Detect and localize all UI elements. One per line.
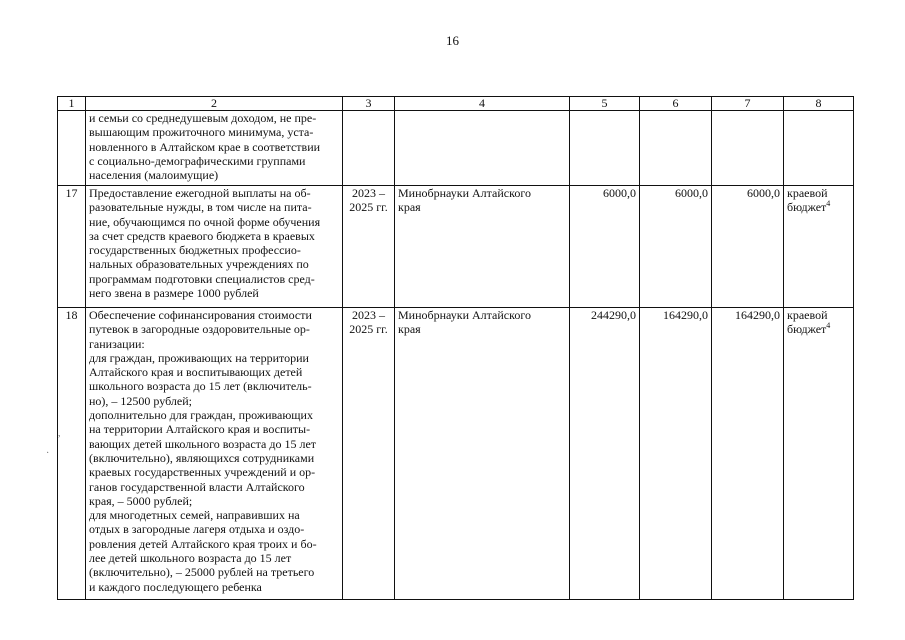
- measure-description-line: разовательные нужды, в том числе на пита-: [89, 200, 312, 215]
- row-number: [58, 111, 86, 186]
- amount-col5: 6000,0: [570, 186, 640, 308]
- measure-description-line: (включительно), – 25000 рублей на третьего: [89, 565, 315, 580]
- measure-description: [86, 186, 343, 308]
- measure-description-line: новленного в Алтайском крае в соответствии: [89, 139, 321, 154]
- executor-cell: [395, 111, 570, 186]
- table-body: [58, 111, 854, 600]
- amount-col5: 244290,0: [570, 308, 640, 600]
- amount-col6: [640, 111, 712, 186]
- period-cell: [343, 111, 395, 186]
- funding-source-line: краевой: [787, 186, 828, 200]
- measure-description-line: путевок в загородные оздоровительные ор-: [89, 322, 310, 337]
- measure-description-line: дополнительно для граждан, проживающих: [89, 408, 313, 423]
- amount-col7: 6000,0: [712, 186, 784, 308]
- table-row: [58, 111, 854, 186]
- measure-description-line: краевых государственных учреждений и ор-: [89, 465, 316, 480]
- measure-description: [86, 308, 343, 600]
- table-row: [58, 308, 854, 600]
- funding-source-text: бюджет: [787, 322, 827, 337]
- period-cell-line: 2023 –: [352, 308, 385, 322]
- period-cell-line: 2023 –: [352, 186, 385, 200]
- table-row: [58, 186, 854, 308]
- footnote-ref: 4: [826, 199, 831, 209]
- measure-description-line: государственных бюджетных профессио-: [89, 243, 301, 258]
- header-cell: 7: [712, 97, 784, 111]
- row-number: 18: [58, 308, 86, 600]
- executor-cell-line: края: [398, 322, 421, 337]
- measure-description-line: вающих детей школьного возраста до 15 лет: [89, 436, 317, 451]
- funding-source-line: [787, 200, 850, 214]
- measure-description-line: (включительно), являющихся сотрудниками: [89, 450, 315, 465]
- amount-col6: 164290,0: [640, 308, 712, 600]
- measure-description-line: Обеспечение софинансирования стоимости: [89, 308, 312, 322]
- scan-mark: ·: [46, 448, 50, 459]
- amount-col7: 164290,0: [712, 308, 784, 600]
- amount-col5: [570, 111, 640, 186]
- row-number: 17: [58, 186, 86, 308]
- measure-description-line: него звена в размере 1000 рублей: [89, 286, 259, 301]
- measure-description-line: программам подготовки специалистов сред-: [89, 271, 315, 286]
- measure-description: [86, 111, 343, 186]
- amount-col7: [712, 111, 784, 186]
- measure-description-line: лее детей школьного возраста до 15 лет: [89, 551, 292, 566]
- header-cell: 3: [343, 97, 395, 111]
- header-cell: 8: [784, 97, 854, 111]
- measure-description-line: для граждан, проживающих на территории: [89, 350, 309, 365]
- header-cell: 6: [640, 97, 712, 111]
- measure-description-line: Предоставление ежегодной выплаты на об-: [89, 186, 311, 200]
- measure-description-line: и семьи со среднедушевым доходом, не пре-: [89, 111, 317, 125]
- funding-source-line: [787, 322, 850, 336]
- funding-source-line: краевой: [787, 308, 828, 322]
- measure-description-line: но), – 12500 рублей;: [89, 393, 192, 408]
- measure-description-line: вышающим прожиточного минимума, уста-: [89, 125, 314, 140]
- header-row: [58, 97, 854, 111]
- funding-source: [784, 308, 854, 600]
- measure-description-line: за счет средств краевого бюджета в краевых: [89, 228, 315, 243]
- measure-description-line: на территории Алтайского края и воспиты-: [89, 422, 311, 437]
- measure-description-line: ганизации:: [89, 336, 145, 351]
- executor-cell-line: Минобрнауки Алтайского: [398, 308, 531, 322]
- page-number: 16: [446, 33, 459, 48]
- measure-description-line: населения (малоимущие): [89, 168, 219, 183]
- executor-cell-line: края: [398, 200, 421, 215]
- funding-source-text: бюджет: [787, 200, 827, 215]
- footnote-ref: 4: [826, 321, 831, 331]
- executor-cell: [395, 308, 570, 600]
- measure-description-line: школьного возраста до 15 лет (включитель-: [89, 379, 312, 394]
- period-cell: [343, 308, 395, 600]
- header-cell: 5: [570, 97, 640, 111]
- measure-description-line: с социально-демографическими группами: [89, 153, 306, 168]
- measure-description-line: ровления детей Алтайского края троих и бо-: [89, 536, 317, 551]
- measure-description-line: Алтайского края и воспитывающих детей: [89, 365, 303, 380]
- funding-source: [784, 186, 854, 308]
- period-cell: [343, 186, 395, 308]
- header-cell: 1: [58, 97, 86, 111]
- scan-mark: ,: [58, 428, 61, 439]
- period-cell-line: 2025 гг.: [349, 200, 388, 215]
- funding-source: [784, 111, 854, 186]
- header-cell: 4: [395, 97, 570, 111]
- measure-description-line: и каждого последующего ребенка: [89, 579, 262, 594]
- measure-description-line: нальных образовательных учреждениях по: [89, 257, 309, 272]
- period-cell-line: 2025 гг.: [349, 322, 388, 337]
- measure-description-line: ганов государственной власти Алтайского: [89, 479, 305, 494]
- measure-description-line: отдых в загородные лагеря отдыха и оздо-: [89, 522, 305, 537]
- measure-description-line: для многодетных семей, направивших на: [89, 508, 300, 523]
- amount-col6: 6000,0: [640, 186, 712, 308]
- program-table: [57, 96, 854, 600]
- measure-description-line: края, – 5000 рублей;: [89, 493, 193, 508]
- measure-description-line: ние, обучающимся по очной форме обучения: [89, 214, 321, 229]
- header-cell: 2: [86, 97, 343, 111]
- executor-cell: [395, 186, 570, 308]
- executor-cell-line: Минобрнауки Алтайского: [398, 186, 531, 200]
